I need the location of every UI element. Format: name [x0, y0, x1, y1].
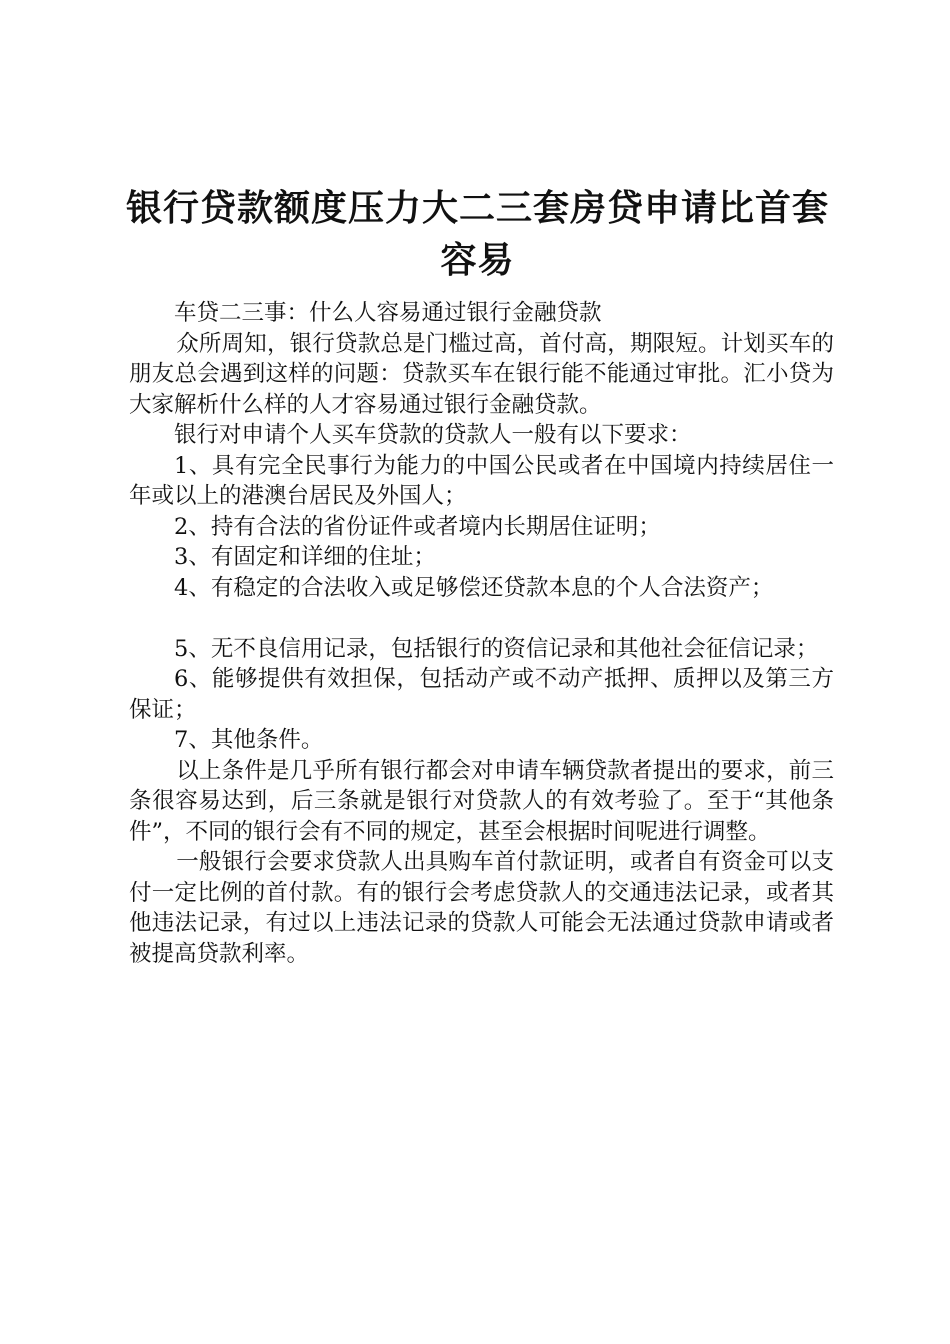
paragraph-requirements-lead: 银行对申请个人买车贷款的贷款人一般有以下要求：: [174, 422, 692, 448]
document-body: [129, 298, 834, 969]
requirement-item-2: 2、持有合法的省份证件或者境内长期居住证明；: [174, 513, 661, 540]
paragraph-down-payment: 一般银行会要求贷款人出具购车首付款证明，或者自有资金可以支付一定比例的首付款。有的银行会考虑贷款人的交通违法记录，或者其他违法记录，有过以上违法记录的贷款人可能会无法通过贷款申请或者被提高贷款利率。: [129, 849, 834, 967]
paragraph-subtitle: 车贷二三事：什么人容易通过银行金融贷款: [174, 300, 602, 326]
requirement-item-5: 5、无不良信用记录，包括银行的资信记录和其他社会征信记录；: [174, 635, 819, 662]
paragraph-intro: 众所周知，银行贷款总是门槛过高，首付高，期限短。计划买车的朋友总会遇到这样的问题：贷款买车在银行能不能通过审批。汇小贷为大家解析什么样的人才容易通过银行金融贷款。: [129, 330, 834, 418]
paragraph-conditions-summary: 以上条件是几乎所有银行都会对申请车辆贷款者提出的要求，前三条很容易达到，后三条就是银行对贷款人的有效考验了。至于“其他条件”，不同的银行会有不同的规定，甚至会根据时间呢进行调整。: [129, 757, 834, 845]
requirement-item-6: 6、能够提供有效担保，包括动产或不动产抵押、质押以及第三方保证；: [129, 666, 834, 723]
requirement-item-7: 7、其他条件。: [174, 727, 324, 753]
blank-line: [129, 603, 834, 634]
requirement-item-3: 3、有固定和详细的住址；: [174, 544, 436, 570]
document-title: 银行贷款额度压力大二三套房贷申请比首套容易: [125, 188, 829, 281]
requirement-item-4: 4、有稳定的合法收入或足够偿还贷款本息的个人合法资产；: [174, 574, 774, 601]
requirement-item-1: 1、具有完全民事行为能力的中国公民或者在中国境内持续居住一年或以上的港澳台居民及外国人；: [129, 452, 834, 509]
